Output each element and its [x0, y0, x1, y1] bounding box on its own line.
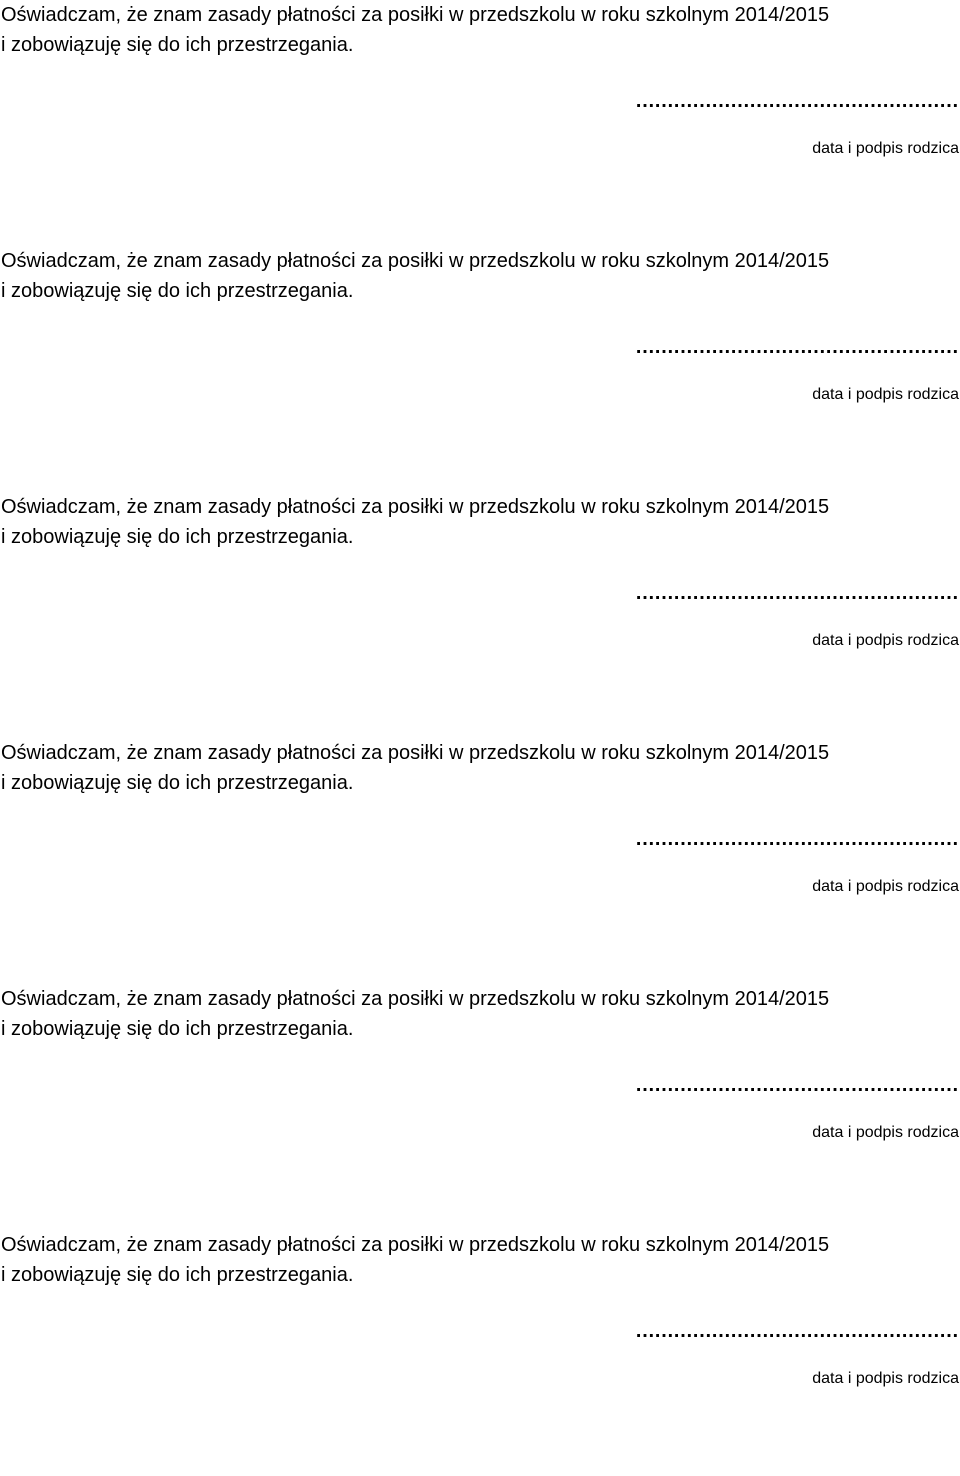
declaration-line-2: i zobowiązuję się do ich przestrzegania.: [1, 1264, 354, 1286]
declaration-text: [1, 492, 959, 552]
declaration-line-1: Oświadczam, że znam zasady płatności za posiłki w przedszkolu w roku szkolnym 2014/2015: [1, 496, 830, 518]
declaration-block: [0, 492, 960, 738]
signature-caption: data i podpis rodzica: [812, 140, 959, 157]
signature-line: ……………………………………………: [635, 1320, 958, 1342]
signature-caption: data i podpis rodzica: [812, 878, 959, 895]
declaration-line-1: Oświadczam, że znam zasady płatności za posiłki w przedszkolu w roku szkolnym 2014/2015: [1, 742, 830, 764]
declaration-block: [0, 246, 960, 492]
signature-line: ……………………………………………: [635, 336, 958, 358]
signature-caption: data i podpis rodzica: [812, 1124, 959, 1141]
declaration-line-1: Oświadczam, że znam zasady płatności za posiłki w przedszkolu w roku szkolnym 2014/2015: [1, 988, 830, 1010]
declaration-block: [0, 738, 960, 984]
declaration-block: [0, 0, 960, 246]
declaration-line-2: i zobowiązuję się do ich przestrzegania.: [1, 280, 354, 302]
declaration-text: [1, 738, 959, 798]
declaration-line-1: Oświadczam, że znam zasady płatności za posiłki w przedszkolu w roku szkolnym 2014/2015: [1, 250, 830, 272]
declaration-text: [1, 246, 959, 306]
signature-line: ……………………………………………: [635, 582, 958, 604]
declaration-line-2: i zobowiązuję się do ich przestrzegania.: [1, 34, 354, 56]
signature-line: ……………………………………………: [635, 1074, 958, 1096]
declaration-text: [1, 0, 959, 60]
signature-line: ……………………………………………: [635, 828, 958, 850]
declaration-line-1: Oświadczam, że znam zasady płatności za posiłki w przedszkolu w roku szkolnym 2014/2015: [1, 1234, 830, 1256]
signature-caption: data i podpis rodzica: [812, 1370, 959, 1387]
declaration-block: [0, 1230, 960, 1476]
declaration-text: [1, 1230, 959, 1290]
signature-caption: data i podpis rodzica: [812, 386, 959, 403]
signature-line: ……………………………………………: [635, 90, 958, 112]
declaration-line-2: i zobowiązuję się do ich przestrzegania.: [1, 526, 354, 548]
declaration-line-1: Oświadczam, że znam zasady płatności za posiłki w przedszkolu w roku szkolnym 2014/2015: [1, 4, 830, 26]
declaration-line-2: i zobowiązuję się do ich przestrzegania.: [1, 772, 354, 794]
declaration-block: [0, 984, 960, 1230]
signature-caption: data i podpis rodzica: [812, 632, 959, 649]
declaration-line-2: i zobowiązuję się do ich przestrzegania.: [1, 1018, 354, 1040]
declaration-text: [1, 984, 959, 1044]
